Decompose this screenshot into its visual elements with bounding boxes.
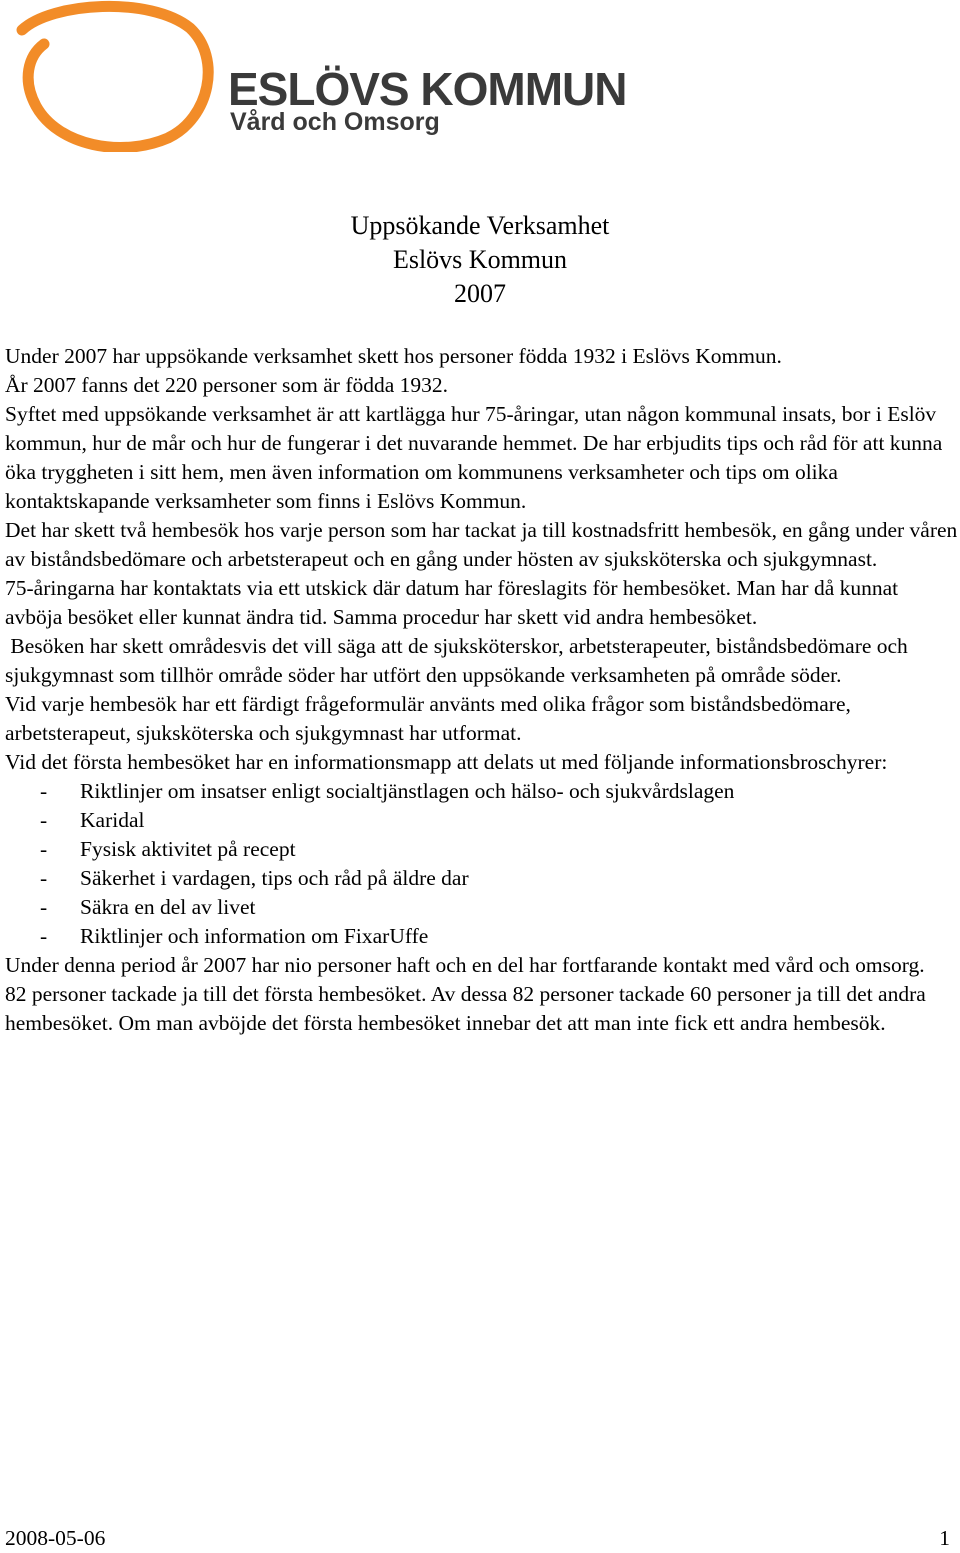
list-marker: - — [40, 837, 48, 861]
list-marker: - — [40, 924, 48, 948]
list-marker: - — [40, 779, 48, 803]
paragraph: Under 2007 har uppsökande verksamhet skett hos personer födda 1932 i Eslövs Kommun. — [5, 344, 782, 368]
paragraph: Besöken har skett områdesvis det vill säga att de sjuksköterskor, arbetsterapeuter, biståndsbedömare och sjukgymnast som tillhör område söder har utfört den uppsökande verksamheten på område söder. — [5, 634, 914, 687]
title-line-1: Uppsökande Verksamhet — [350, 211, 610, 240]
logo-name: ESLÖVS KOMMUN — [228, 63, 627, 115]
list-item-text: Fysisk aktivitet på recept — [80, 837, 296, 861]
paragraph: Det har skett två hembesök hos varje person som har tackat ja till kostnadsfritt hembesök, en gång under våren av biståndsbedömare och arbetsterapeut och en gång under hösten av sjuksköterska och sjukgymnast. — [5, 518, 958, 571]
list-item-text: Riktlinjer om insatser enligt socialtjänstlagen och hälso- och sjukvårdslagen — [80, 779, 735, 803]
brochure-list — [5, 777, 960, 951]
list-item-text: Karidal — [80, 808, 145, 832]
list-item — [5, 864, 960, 893]
list-marker: - — [40, 895, 48, 919]
paragraph: 75-åringarna har kontaktats via ett utskick där datum har föreslagits för hembesöket. Man har då kunnat avböja besöket eller kunnat ändra tid. Samma procedur har skett vid andra hembesöket. — [5, 576, 899, 629]
list-item — [5, 922, 960, 951]
list-item — [5, 893, 960, 922]
paragraph: Vid det första hembesöket har en informationsmapp att delats ut med följande informationsbroschyrer: — [5, 750, 888, 774]
paragraph: 82 personer tackade ja till det första hembesöket. Av dessa 82 personer tackade 60 personer ja till det andra hembesöket. Om man avböjde det första hembesöket innebar det att man inte fick ett andra hembesök. — [5, 982, 926, 1035]
paragraph: Vid varje hembesök har ett färdigt frågeformulär använts med olika frågor som biståndsbedömare, arbetsterapeut, sjuksköterska och sjukgymnast har utformat. — [5, 692, 851, 745]
document-title — [0, 209, 960, 311]
list-item-text: Säkerhet i vardagen, tips och råd på äldre dar — [80, 866, 469, 890]
paragraph: Syftet med uppsökande verksamhet är att kartlägga hur 75-åringar, utan någon kommunal insats, bor i Eslöv kommun, hur de mår och hur de fungerar i det nuvarande hemmet. De har erbjudits tips och råd för att kunna öka tryggheten i sitt hem, men även information om kommunens verksamheter och tips om olika kontaktskapande verksamheter som finns i Eslövs Kommun. — [5, 402, 943, 513]
paragraph: Under denna period år 2007 har nio personer haft och en del har fortfarande kontakt med vård och omsorg. — [5, 953, 925, 977]
page-number: 1 — [939, 1526, 950, 1550]
title-line-2: Eslövs Kommun — [392, 245, 568, 274]
list-item-text: Säkra en del av livet — [80, 895, 256, 919]
paragraph: År 2007 fanns det 220 personer som är födda 1932. — [5, 373, 449, 397]
list-item-text: Riktlinjer och information om FixarUffe — [80, 924, 429, 948]
logo-ring-icon — [0, 0, 215, 152]
list-item — [5, 835, 960, 864]
document-body — [5, 342, 960, 1038]
footer-date: 2008-05-06 — [5, 1526, 106, 1550]
list-marker: - — [40, 808, 48, 832]
logo — [0, 0, 627, 152]
list-item — [5, 777, 960, 806]
title-line-3: 2007 — [454, 279, 506, 308]
logo-subtitle: Vård och Omsorg — [230, 108, 440, 136]
list-marker: - — [40, 866, 48, 890]
list-item — [5, 806, 960, 835]
